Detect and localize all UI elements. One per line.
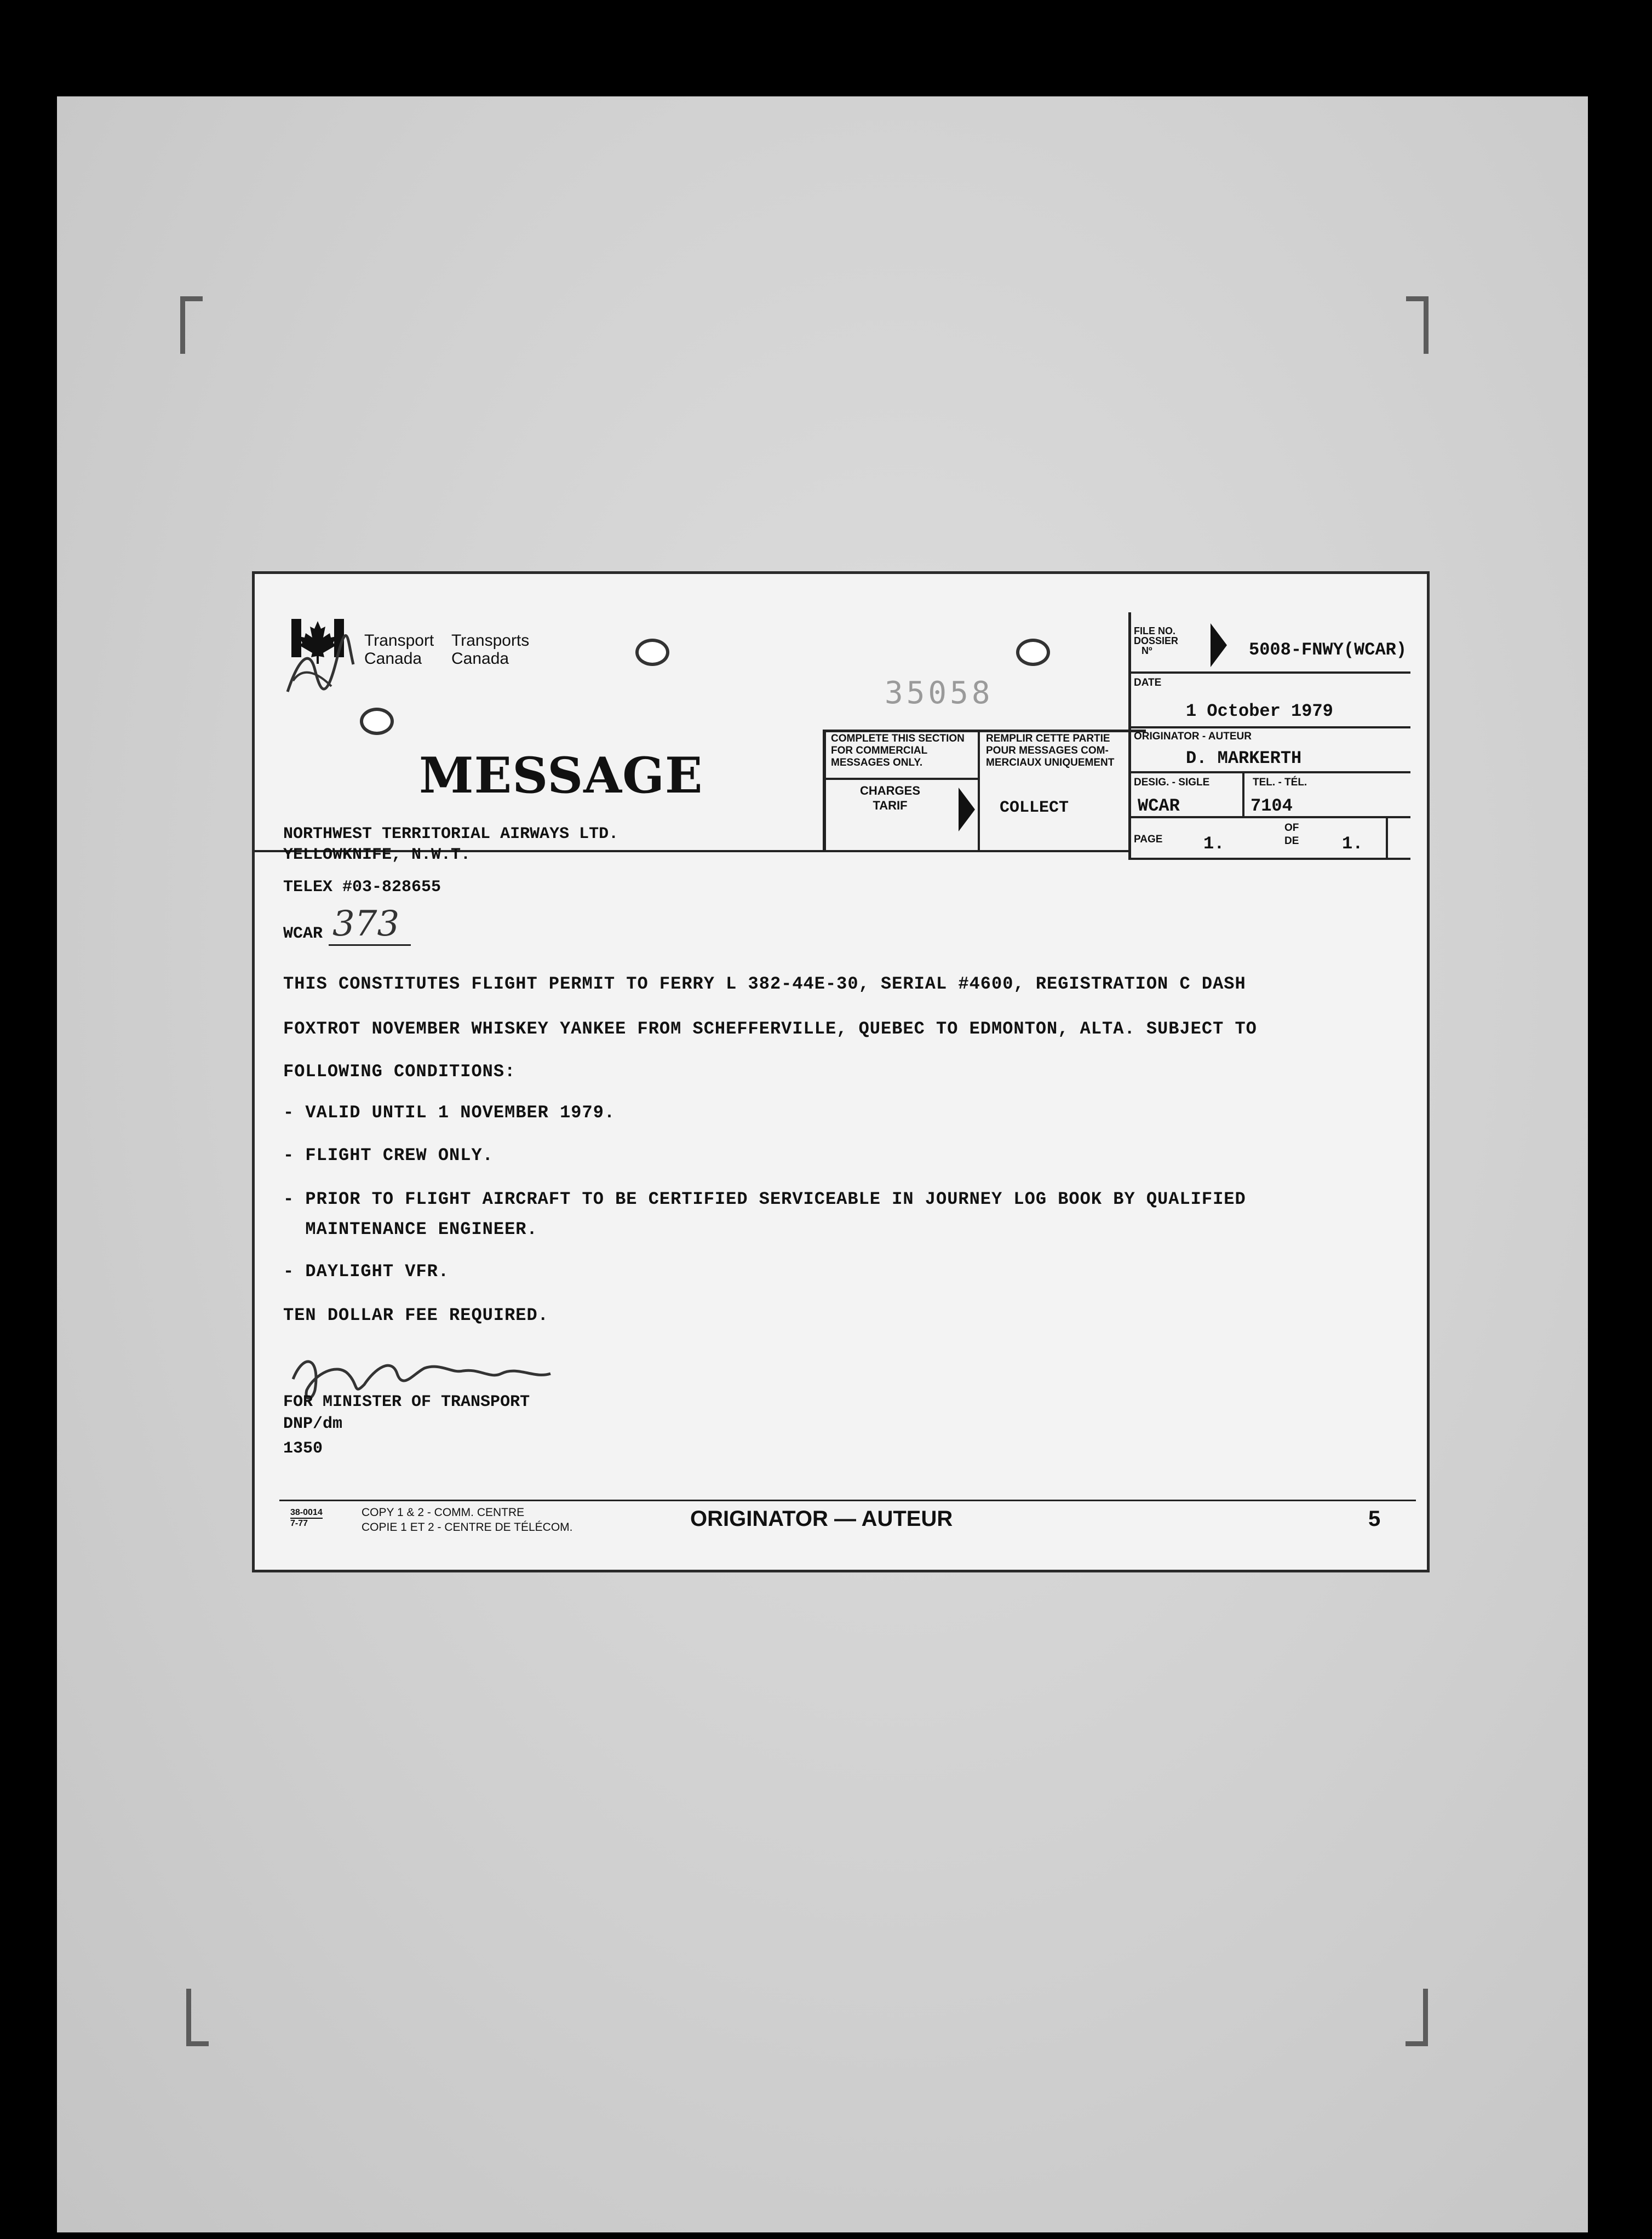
agency-name-fr: Transports Canada: [451, 631, 530, 668]
copy-distribution: COPY 1 & 2 - COMM. CENTRE COPIE 1 ET 2 - CENTRE DE TÉLÉCOM.: [362, 1506, 573, 1534]
page-value: 1.: [1203, 834, 1225, 854]
form-title: MESSAGE: [419, 747, 703, 805]
file-number-arrow-icon: [1211, 623, 1227, 667]
punch-hole: [635, 639, 669, 666]
charges-value: COLLECT: [1000, 799, 1069, 817]
addressee-company: NORTHWEST TERRITORIAL AIRWAYS LTD.: [283, 825, 619, 843]
stamped-serial-number: 35058: [885, 675, 994, 711]
of-value: 1.: [1342, 834, 1363, 854]
crop-mark-bottom-right: [1406, 1989, 1428, 2046]
agency-name-en: Transport Canada: [364, 631, 434, 668]
date-value: 1 October 1979: [1186, 701, 1333, 721]
date-label: DATE: [1134, 677, 1162, 688]
fee-notice: TEN DOLLAR FEE REQUIRED.: [283, 1305, 549, 1325]
condition-item-continuation: MAINTENANCE ENGINEER.: [283, 1219, 538, 1239]
form-number: 38-0014 7-77: [290, 1508, 323, 1528]
signature-code: 1350: [283, 1439, 323, 1458]
handwritten-scribble: [277, 626, 359, 708]
desig-value: WCAR: [1138, 796, 1180, 816]
page-label: PAGE: [1134, 834, 1163, 845]
body-line: FOXTROT NOVEMBER WHISKEY YANKEE FROM SCHEFFERVILLE, QUEBEC TO EDMONTON, ALTA. SUBJECT TO: [283, 1019, 1257, 1039]
condition-item: - FLIGHT CREW ONLY.: [283, 1145, 494, 1166]
punch-hole: [1016, 639, 1050, 666]
crop-mark-bottom-left: [186, 1989, 209, 2046]
addressee-telex: TELEX #03-828655: [283, 878, 441, 897]
signature-initials: DNP/dm: [283, 1415, 343, 1433]
file-number-value: 5008-FNWY(WCAR): [1249, 640, 1407, 660]
message-reference-prefix: WCAR: [283, 925, 323, 943]
signature-for-line: FOR MINISTER OF TRANSPORT: [283, 1393, 530, 1411]
commercial-section-note-fr: REMPLIR CETTE PARTIE POUR MESSAGES COM- MERCIAUX UNIQUEMENT: [986, 733, 1115, 768]
message-reference-number: 373: [332, 904, 400, 944]
condition-item: - PRIOR TO FLIGHT AIRCRAFT TO BE CERTIFIED SERVICEABLE IN JOURNEY LOG BOOK BY QUALIFIED: [283, 1189, 1246, 1209]
desig-label: DESIG. - SIGLE: [1134, 777, 1210, 788]
condition-item: - DAYLIGHT VFR.: [283, 1261, 450, 1282]
addressee-city: YELLOWKNIFE, N.W.T.: [283, 846, 471, 864]
originator-label: ORIGINATOR - AUTEUR: [1134, 731, 1252, 742]
message-form: [252, 571, 1430, 1572]
file-number-label: FILE NO. DOSSIER Nº: [1134, 625, 1179, 656]
crop-mark-top-right: [1406, 296, 1429, 354]
punch-hole: [360, 708, 394, 735]
body-line: FOLLOWING CONDITIONS:: [283, 1061, 516, 1082]
copy-title: ORIGINATOR — AUTEUR: [690, 1507, 953, 1531]
crop-mark-top-left: [180, 296, 203, 354]
originator-value: D. MARKERTH: [1186, 748, 1302, 768]
commercial-section-note-en: COMPLETE THIS SECTION FOR COMMERCIAL MESSAGES ONLY.: [831, 733, 965, 768]
tel-value: 7104: [1251, 796, 1293, 816]
charges-label: CHARGES TARIF: [860, 784, 921, 812]
copy-number: 5: [1368, 1507, 1381, 1531]
charges-arrow-icon: [959, 788, 975, 831]
body-line: THIS CONSTITUTES FLIGHT PERMIT TO FERRY L 382-44E-30, SERIAL #4600, REGISTRATION C DASH: [283, 974, 1246, 994]
of-label: OF DE: [1284, 822, 1299, 847]
condition-item: - VALID UNTIL 1 NOVEMBER 1979.: [283, 1103, 616, 1123]
tel-label: TEL. - TÉL.: [1253, 777, 1307, 788]
